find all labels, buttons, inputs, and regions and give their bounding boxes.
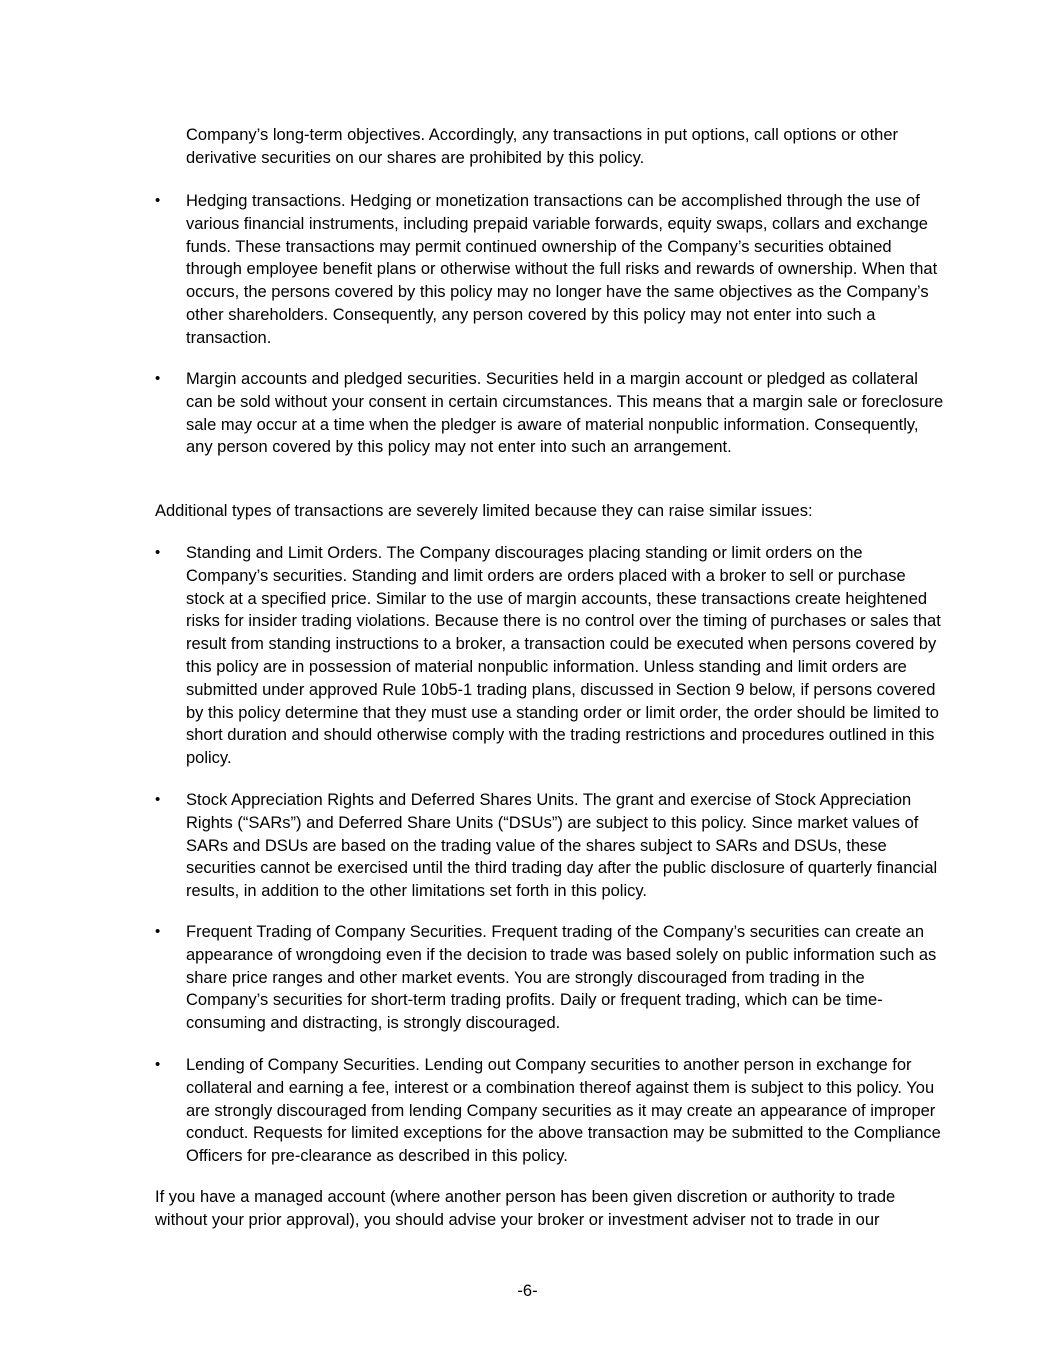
bullet-icon: • bbox=[155, 370, 161, 387]
bullet-icon: • bbox=[155, 1056, 161, 1073]
managed-account-paragraph: If you have a managed account (where another person has been given discretion or authority to trade without your prior approval), you should advise your broker or investment adviser not to trade in our bbox=[155, 1188, 896, 1229]
sars-dsus-item: Stock Appreciation Rights and Deferred Shares Units. The grant and exercise of Stock Appreciation Rights (“SARs”) and Deferred Share Units (“DSUs”) are subject to this policy. Since market values of SARs and DSUs are based on the trading value of the shares subject to SARs and DSUs, these securities cannot be exercised until the third trading day after the public disclosure of quarterly financial results, in addition to the other limitations set forth in this policy. bbox=[186, 791, 938, 901]
limited-transactions-intro: Additional types of transactions are severely limited because they can raise similar issues: bbox=[155, 502, 813, 520]
page-number: -6- bbox=[517, 1282, 538, 1300]
bullet-icon: • bbox=[155, 192, 161, 209]
bullet-icon: • bbox=[155, 923, 161, 940]
continuation-paragraph: Company’s long-term objectives. Accordingly, any transactions in put options, call options or other derivative securities on our shares are prohibited by this policy. bbox=[186, 126, 899, 167]
margin-accounts-item: Margin accounts and pledged securities. Securities held in a margin account or pledged as collateral can be sold without your consent in certain circumstances. This means that a margin sale or foreclosure sale may occur at a time when the pledger is aware of material nonpublic information. Consequently, any person covered by this policy may not enter into such an arrangement. bbox=[186, 370, 944, 457]
bullet-icon: • bbox=[155, 544, 161, 561]
lending-securities-item: Lending of Company Securities. Lending out Company securities to another person in exchange for collateral and earning a fee, interest or a combination thereof against them is subject to this policy. You are strongly discouraged from lending Company securities as it may create an appearance of improper conduct. Requests for limited exceptions for the above transaction may be submitted to the Compliance Officers for pre-clearance as described in this policy. bbox=[186, 1056, 941, 1166]
hedging-transactions-item: Hedging transactions. Hedging or monetization transactions can be accomplished through the use of various financial instruments, including prepaid variable forwards, equity swaps, collars and exchange funds. These transactions may permit continued ownership of the Company’s securities obtained through employee benefit plans or otherwise without the full risks and rewards of ownership. When that occurs, the persons covered by this policy may no longer have the same objectives as the Company’s other shareholders. Consequently, any person covered by this policy may not enter into such a transaction. bbox=[186, 192, 938, 347]
frequent-trading-item: Frequent Trading of Company Securities. Frequent trading of the Company’s securities can create an appearance of wrongdoing even if the decision to trade was based solely on public information such as share price ranges and other market events. You are strongly discouraged from trading in the Company’s securities for short-term trading profits. Daily or frequent trading, which can be time-consuming and distracting, is strongly discouraged. bbox=[186, 923, 937, 1033]
bullet-icon: • bbox=[155, 791, 161, 808]
standing-limit-orders-item: Standing and Limit Orders. The Company discourages placing standing or limit orders on the Company’s securities. Standing and limit orders are orders placed with a broker to sell or purchase stock at a specified price. Similar to the use of margin accounts, these transactions create heightened risks for insider trading violations. Because there is no control over the timing of purchases or sales that result from standing instructions to a broker, a transaction could be executed when persons covered by this policy are in possession of material nonpublic information. Unless standing and limit orders are submitted under approved Rule 10b5-1 trading plans, discussed in Section 9 below, if persons covered by this policy determine that they must use a standing order or limit order, the order should be limited to short duration and should otherwise comply with the trading restrictions and procedures outlined in this policy. bbox=[186, 544, 941, 768]
